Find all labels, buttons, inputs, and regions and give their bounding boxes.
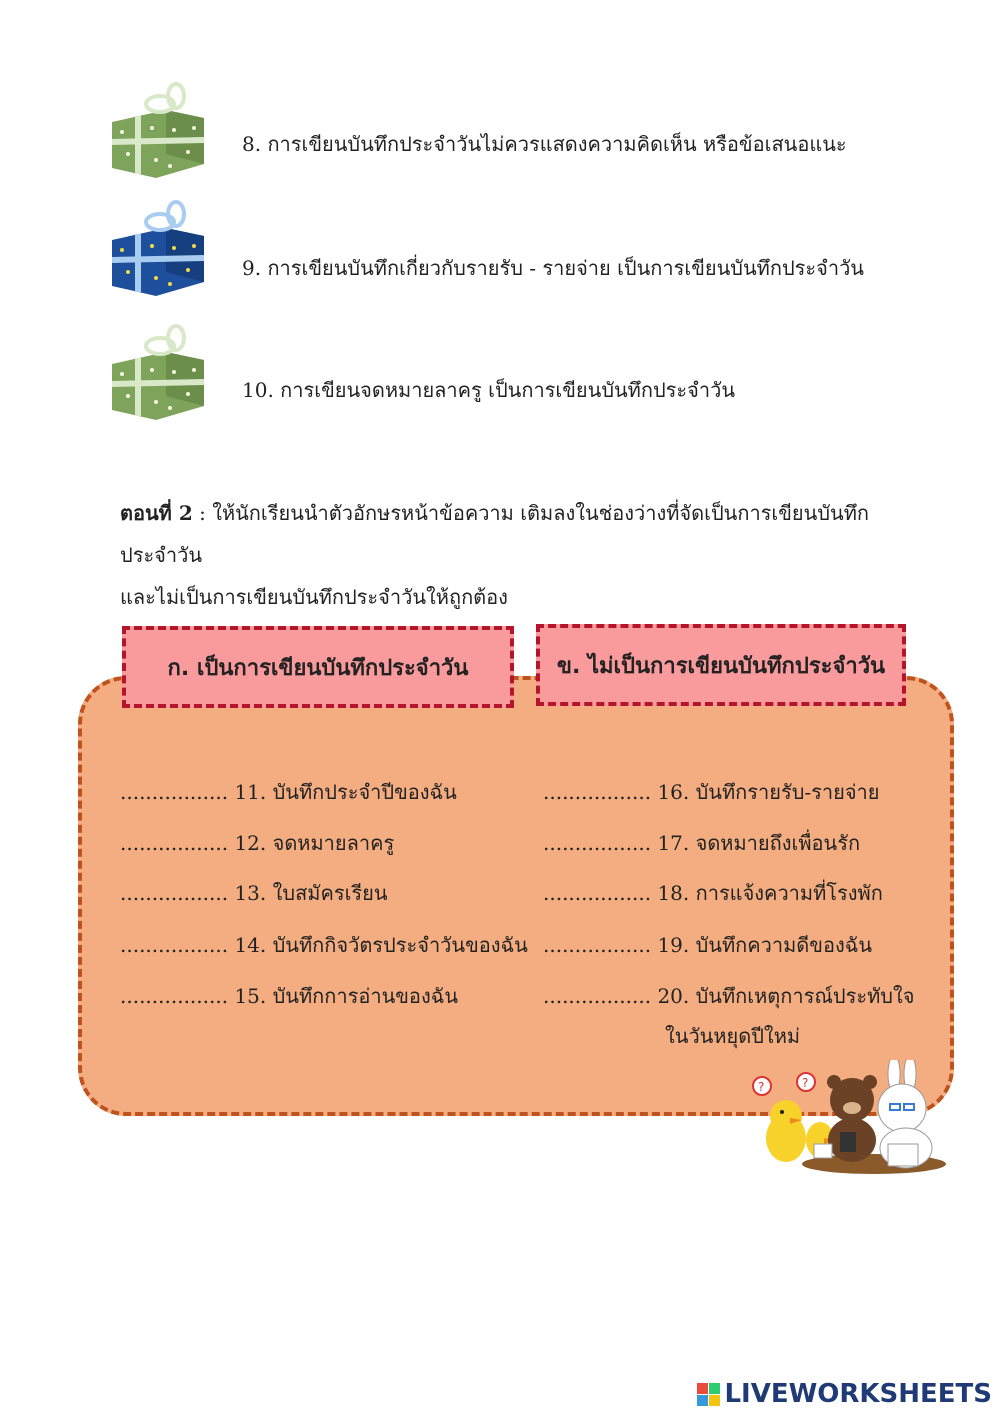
item-17: 17. จดหมายถึงเพื่อนรัก bbox=[657, 831, 861, 855]
answer-blank[interactable]: ................. bbox=[120, 881, 229, 905]
part2-label: ตอนที่ 2 bbox=[120, 501, 193, 525]
part2-line2: และไม่เป็นการเขียนบันทึกประจำวันให้ถูกต้อง bbox=[120, 585, 508, 609]
cartoon-characters-icon bbox=[744, 1060, 954, 1180]
list-item bbox=[543, 929, 872, 961]
item-12: 12. จดหมายลาครู bbox=[234, 831, 395, 855]
item-13: 13. ใบสมัครเรียน bbox=[234, 881, 388, 905]
list-item bbox=[120, 980, 458, 1012]
header-right bbox=[536, 624, 906, 706]
item-19: 19. บันทึกความดีของฉัน bbox=[657, 933, 873, 957]
list-item bbox=[543, 980, 914, 1012]
item-14: 14. บันทึกกิจวัตรประจำวันของฉัน bbox=[234, 933, 528, 957]
answer-blank[interactable]: ................. bbox=[543, 831, 652, 855]
header-right-label: ข. ไม่เป็นการเขียนบันทึกประจำวัน bbox=[556, 653, 886, 679]
header-left-label: ก. เป็นการเขียนบันทึกประจำวัน bbox=[167, 655, 469, 681]
part2-line1: ให้นักเรียนนำตัวอักษรหน้าข้อความ เติมลงในช่องว่างที่จัดเป็นการเขียนบันทึกประจำวัน bbox=[120, 501, 869, 567]
green-gift-icon bbox=[108, 82, 208, 182]
question-10: 10. การเขียนจดหมายลาครู เป็นการเขียนบันทึกประจำวัน bbox=[242, 378, 736, 402]
liveworksheets-mark-icon bbox=[697, 1383, 720, 1406]
list-item bbox=[543, 827, 860, 859]
green-gift-icon bbox=[108, 324, 208, 424]
answer-blank[interactable]: ................. bbox=[543, 984, 652, 1008]
answer-blank[interactable]: ................. bbox=[120, 984, 229, 1008]
header-left bbox=[122, 626, 514, 708]
blue-gift-icon bbox=[108, 200, 208, 300]
liveworksheets-logo bbox=[697, 1379, 992, 1409]
item-11: 11. บันทึกประจำปีของฉัน bbox=[234, 780, 457, 804]
answer-blank[interactable]: ................. bbox=[543, 933, 652, 957]
item-18: 18. การแจ้งความที่โรงพัก bbox=[657, 881, 883, 905]
list-item bbox=[120, 929, 528, 961]
list-item bbox=[120, 776, 457, 808]
list-item bbox=[120, 877, 388, 909]
question-8: 8. การเขียนบันทึกประจำวันไม่ควรแสดงความคิดเห็น หรือข้อเสนอแนะ bbox=[242, 132, 847, 156]
item-20: 20. บันทึกเหตุการณ์ประทับใจ bbox=[657, 984, 915, 1008]
svg-text:?: ? bbox=[802, 1076, 809, 1090]
item-16: 16. บันทึกรายรับ-รายจ่าย bbox=[657, 780, 880, 804]
answer-blank[interactable]: ................. bbox=[543, 881, 652, 905]
answer-blank[interactable]: ................. bbox=[120, 933, 229, 957]
part2-instruction bbox=[120, 492, 920, 618]
question-9: 9. การเขียนบันทึกเกี่ยวกับรายรับ - รายจ่าย เป็นการเขียนบันทึกประจำวัน bbox=[242, 256, 864, 280]
answer-blank[interactable]: ................. bbox=[120, 780, 229, 804]
item-15: 15. บันทึกการอ่านของฉัน bbox=[234, 984, 459, 1008]
list-item bbox=[120, 827, 394, 859]
svg-text:?: ? bbox=[758, 1080, 765, 1094]
list-item bbox=[543, 776, 880, 808]
part2-separator: : bbox=[192, 501, 213, 525]
footer-brand: LIVEWORKSHEETS bbox=[724, 1379, 992, 1409]
answer-blank[interactable]: ................. bbox=[120, 831, 229, 855]
item-20-continuation: ในวันหยุดปีใหม่ bbox=[665, 1024, 801, 1048]
answer-blank[interactable]: ................. bbox=[543, 780, 652, 804]
list-item bbox=[543, 877, 883, 909]
